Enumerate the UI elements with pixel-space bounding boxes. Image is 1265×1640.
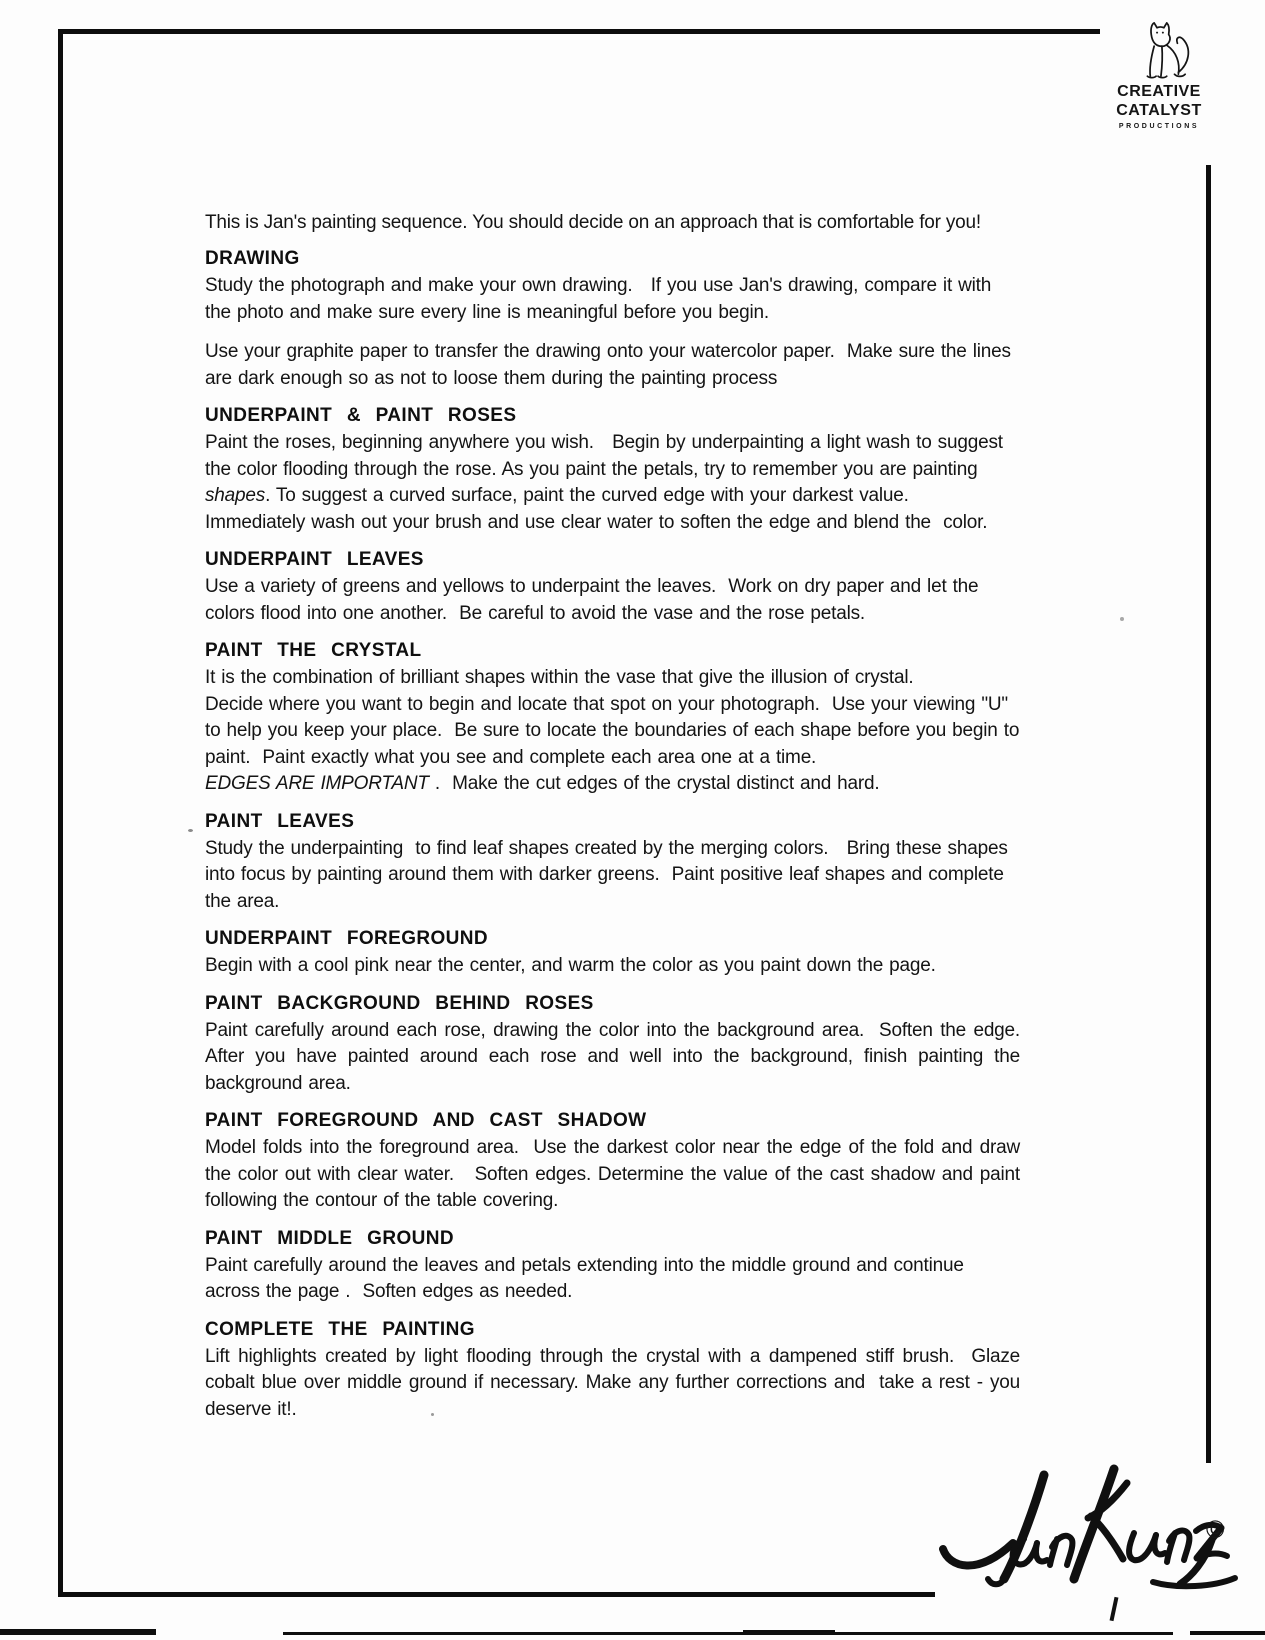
section-heading: PAINT THE CRYSTAL — [205, 640, 422, 661]
paragraph-text: It is the combination of brilliant shapes within the vase that give the illusion of crystal. — [205, 667, 914, 688]
section-paragraph — [205, 665, 1020, 692]
scan-stray-mark — [1110, 1597, 1119, 1621]
section-paragraph — [205, 771, 1020, 798]
section-heading: PAINT FOREGROUND AND CAST SHADOW — [205, 1110, 647, 1131]
sections — [205, 248, 1033, 1423]
section-heading: PAINT LEAVES — [205, 810, 355, 832]
copyright-symbol: © — [1206, 1516, 1225, 1544]
section-heading: COMPLETE THE PAINTING — [205, 1318, 475, 1340]
section-heading: PAINT BACKGROUND BEHIND ROSES — [205, 992, 594, 1014]
section — [205, 811, 1020, 916]
document-content — [205, 210, 1033, 1436]
section-paragraph — [205, 1253, 1020, 1306]
section-paragraph — [205, 692, 1026, 772]
logo-text-creative: CREATIVE — [1117, 83, 1201, 100]
intro-line: This is Jan's painting sequence. You should decide on an approach that is comfortable for you! — [205, 212, 981, 233]
scan-speck — [1120, 617, 1124, 621]
section — [205, 1318, 1027, 1424]
section — [205, 640, 1026, 798]
paragraph-text: Use your graphite paper to transfer the drawing onto your watercolor paper. Make sure the lines are dark enough so as not to loose them during the painting process — [205, 341, 1017, 389]
section-paragraph — [205, 339, 1020, 392]
scan-edge-artifact — [743, 1630, 835, 1635]
scan-edge-artifact — [835, 1632, 1173, 1635]
section — [205, 549, 1020, 627]
section-paragraph — [205, 273, 1020, 326]
page-border-left — [58, 29, 63, 1597]
signature-script-icon — [915, 1455, 1245, 1600]
cat-logo-icon — [1127, 20, 1191, 82]
paragraph-text: Use a variety of greens and yellows to underpaint the leaves. Work on dry paper and let the colors flood into one another. Be careful to avoid the vase and the rose petals. — [205, 576, 985, 624]
scan-speck — [188, 829, 193, 832]
paragraph-text: Paint the roses, beginning anywhere you wish. Begin by underpainting a light wash to suggest the color flooding through the rose. As you paint the petals, try to remember you are painting — [205, 432, 1009, 480]
section — [205, 1228, 1020, 1306]
section — [205, 248, 1020, 392]
section-paragraph — [205, 953, 1020, 980]
logo-text-catalyst: CATALYST — [1116, 102, 1202, 119]
signature-name — [1245, 1455, 1246, 1456]
section-heading: UNDERPAINT LEAVES — [205, 549, 424, 570]
paragraph-text: EDGES ARE IMPORTANT — [205, 773, 429, 794]
paragraph-text: . To suggest a curved surface, paint the curved edge with your darkest value. Immediately wash out your brush and use clear water to soften the edge and blend the color. — [205, 485, 988, 533]
section-paragraph — [205, 1344, 1027, 1424]
paragraph-text: Paint carefully around the leaves and petals extending into the middle ground and continue across the page . Soften edges as needed. — [205, 1254, 970, 1302]
paragraph-text: . Make the cut edges of the crystal distinct and hard. — [428, 773, 880, 794]
paragraph-text: Decide where you want to begin and locate that spot on your photograph. Use your viewing "U" to help you keep your place. Be sure to locate the boundaries of each shape before you begin to paint. Paint exactly what you see and complete each area one at a time. — [205, 693, 1026, 768]
section-heading: PAINT MIDDLE GROUND — [205, 1227, 455, 1249]
section — [205, 1110, 1027, 1215]
paragraph-text: shapes — [205, 485, 266, 506]
section-heading: UNDERPAINT FOREGROUND — [205, 928, 489, 949]
section — [205, 992, 1033, 1098]
paragraph-text: Study the photograph and make your own drawing. If you use Jan's drawing, compare it with the photo and make sure every line is meaningful before you begin. — [205, 275, 998, 323]
paragraph-text: Study the underpainting to find leaf shapes created by the merging colors. Bring these shapes into focus by painting around them with darker greens. Paint positive leaf shapes and complete the area. — [205, 837, 1014, 912]
scan-speck — [431, 1413, 434, 1416]
section-heading: UNDERPAINT & PAINT ROSES — [205, 405, 517, 426]
section-heading: DRAWING — [205, 248, 300, 269]
page-border-top — [58, 29, 1100, 34]
section — [205, 928, 1020, 980]
scan-edge-artifact — [283, 1632, 743, 1635]
section-paragraph — [205, 836, 1020, 916]
paragraph-text: Begin with a cool pink near the center, and warm the color as you paint down the page. — [205, 955, 936, 976]
logo-text-productions: PRODUCTIONS — [1118, 123, 1200, 130]
scan-edge-artifact — [0, 1629, 156, 1635]
paragraph-text: Paint carefully around each rose, drawing the color into the background area. Soften the edge. After you have painted around each rose and well into the background, finish painting the background area. — [205, 1019, 1033, 1094]
creative-catalyst-logo — [1104, 20, 1214, 132]
section — [205, 405, 1020, 536]
paragraph-text: Lift highlights created by light flooding through the crystal with a dampened stiff brush. Glaze cobalt blue over middle ground if necessary. Make any further corrections and take a rest - you deserve it!. — [205, 1345, 1027, 1420]
scan-edge-artifact — [1190, 1631, 1265, 1635]
page-border-bottom — [58, 1592, 935, 1597]
page-border-right — [1206, 165, 1211, 1463]
section-paragraph — [205, 574, 1020, 627]
section-paragraph — [205, 1018, 1033, 1098]
section-paragraph — [205, 1135, 1027, 1215]
section-paragraph — [205, 430, 1020, 536]
paragraph-text: Model folds into the foreground area. Use the darkest color near the edge of the fold and draw the color out with clear water. Soften edges. Determine the value of the cast shadow and paint following the contour of the table covering. — [205, 1137, 1027, 1211]
jan-kunz-signature — [915, 1455, 1245, 1600]
